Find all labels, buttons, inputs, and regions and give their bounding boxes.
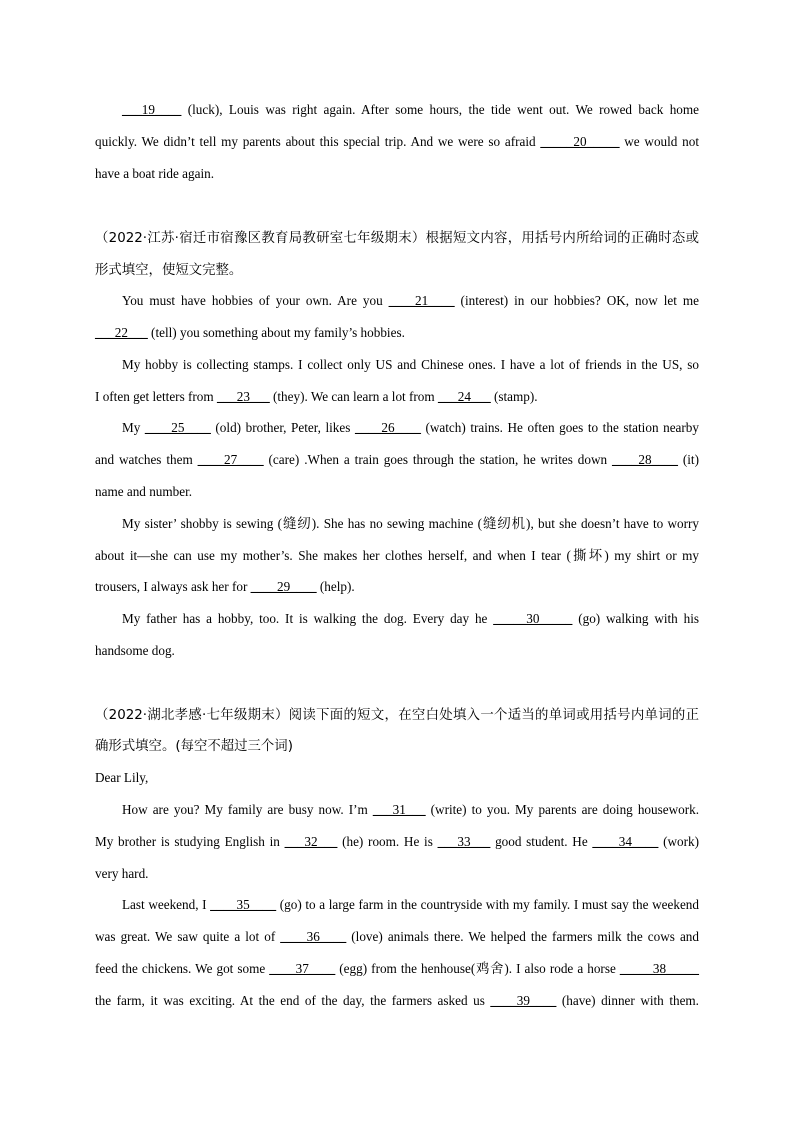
text-segment: ) my shirt or my xyxy=(604,548,699,563)
text-segment: and watches them xyxy=(95,452,198,467)
text-segment: (have) dinner with them. xyxy=(556,993,699,1008)
section-heading xyxy=(95,706,699,726)
text-line xyxy=(95,991,699,1011)
text-segment: (work) xyxy=(658,834,699,849)
cn-text: 撕坏 xyxy=(570,549,605,564)
section-heading xyxy=(95,737,699,757)
text-segment: My father has a hobby, too. It is walking the dog. Every day he xyxy=(122,611,494,626)
text-segment: (they). We can learn a lot from xyxy=(269,389,438,404)
text-segment: feed the chickens. We got some xyxy=(95,961,270,976)
answer-blank: ___24___ xyxy=(437,389,491,404)
text-line xyxy=(95,546,699,566)
text-line xyxy=(122,895,699,915)
text-line xyxy=(95,864,699,884)
cn-text: 形式填空，使短文完整。 xyxy=(95,263,243,278)
answer-blank: ____29____ xyxy=(250,579,317,594)
text-segment: My xyxy=(122,420,145,435)
text-line xyxy=(95,832,699,852)
text-line xyxy=(122,800,699,820)
text-segment: (love) animals there. We helped the farmers milk the cows and xyxy=(346,929,699,944)
answer-blank: ___19____ xyxy=(122,102,182,117)
text-segment: very hard. xyxy=(95,866,149,881)
text-segment: have a boat ride again. xyxy=(95,166,214,181)
text-segment: ), but she doesn’t have to worry xyxy=(526,516,699,531)
answer-blank: ____21____ xyxy=(388,293,455,308)
answer-blank: ___23___ xyxy=(216,389,270,404)
answer-blank: ___22___ xyxy=(95,325,148,340)
text-segment: (luck), Louis was right again. After some hours, the tide went out. We rowed back home xyxy=(181,102,699,117)
text-segment: (watch) trains. He often goes to the station nearby xyxy=(420,420,699,435)
text-segment: (old) brother, Peter, likes xyxy=(210,420,355,435)
text-line xyxy=(95,641,699,661)
text-segment: (care) .When a train goes through the station, he writes down xyxy=(263,452,613,467)
answer-blank: ____36____ xyxy=(280,929,347,944)
cn-text: 鸡舍 xyxy=(475,962,505,977)
answer-blank: ____25____ xyxy=(144,420,211,435)
text-line xyxy=(122,100,699,120)
text-line xyxy=(95,387,699,407)
text-segment: (tell) you something about my family’s hobbies. xyxy=(147,325,405,340)
answer-blank: ____26____ xyxy=(354,420,421,435)
text-segment: My brother is studying English in xyxy=(95,834,285,849)
text-segment: was great. We saw quite a lot of xyxy=(95,929,281,944)
text-segment: Dear Lily, xyxy=(95,770,149,785)
text-line xyxy=(95,482,699,502)
text-segment: I often get letters from xyxy=(95,389,217,404)
text-segment: (go) to a large farm in the countryside with my family. I must say the weekend xyxy=(276,897,699,912)
text-segment: quickly. We didn’t tell my parents about this special trip. And we were so afraid xyxy=(95,134,541,149)
answer-blank: _____30_____ xyxy=(493,611,573,626)
answer-blank: ___33___ xyxy=(437,834,491,849)
text-segment: (write) to you. My parents are doing housework. xyxy=(425,802,699,817)
text-segment: You must have hobbies of your own. Are you xyxy=(122,293,389,308)
text-line xyxy=(95,577,699,597)
cn-text: 缝纫 xyxy=(282,517,312,532)
text-segment: about it—she can use my mother’s. She makes her clothes herself, and when I tear ( xyxy=(95,548,571,563)
text-segment: good student. He xyxy=(490,834,593,849)
text-segment: Last weekend, I xyxy=(122,897,211,912)
answer-blank: ____39____ xyxy=(490,993,557,1008)
answer-blank: ____37____ xyxy=(269,961,336,976)
text-segment: (stamp). xyxy=(490,389,538,404)
answer-blank: ____28____ xyxy=(612,452,678,467)
text-line xyxy=(122,418,699,438)
text-line xyxy=(122,514,699,534)
cn-text: 缝纫机 xyxy=(482,517,527,532)
text-segment: (help). xyxy=(316,579,355,594)
cn-text: 确形式填空。(每空不超过三个词) xyxy=(95,739,293,754)
letter-salutation xyxy=(95,768,699,788)
text-segment: (it) xyxy=(677,452,699,467)
text-segment: ). She has no sewing machine ( xyxy=(311,516,482,531)
text-segment: (interest) in our hobbies? OK, now let me xyxy=(454,293,699,308)
section-heading xyxy=(95,229,699,249)
text-line xyxy=(95,323,699,343)
text-segment: My hobby is collecting stamps. I collect only US and Chinese ones. I have a lot of friends in the US, so xyxy=(122,357,699,372)
text-segment: the farm, it was exciting. At the end of the day, the farmers asked us xyxy=(95,993,491,1008)
text-segment: (go) walking with his xyxy=(572,611,700,626)
text-segment: ). I also rode a horse xyxy=(504,961,620,976)
text-line xyxy=(95,132,699,152)
text-line xyxy=(95,959,699,979)
text-line xyxy=(95,164,699,184)
text-segment: How are you? My family are busy now. I’m xyxy=(122,802,373,817)
text-line xyxy=(122,291,699,311)
text-segment: trousers, I always ask her for xyxy=(95,579,251,594)
answer-blank: ____35____ xyxy=(210,897,277,912)
answer-blank: _____20_____ xyxy=(540,134,620,149)
text-segment: My sister’ shobby is sewing ( xyxy=(122,516,283,531)
text-segment: name and number. xyxy=(95,484,193,499)
cn-text: （2022·江苏·宿迁市宿豫区教育局教研室七年级期末）根据短文内容，用括号内所给词的正确时态或 xyxy=(95,231,699,246)
text-segment: (he) room. He is xyxy=(337,834,438,849)
answer-blank: ___31___ xyxy=(372,802,426,817)
answer-blank: ____27____ xyxy=(197,452,264,467)
text-line xyxy=(122,609,699,629)
text-line xyxy=(95,450,699,470)
text-segment: handsome dog. xyxy=(95,643,175,658)
answer-blank: _____38_____ xyxy=(619,961,699,976)
text-segment: we would not xyxy=(619,134,699,149)
text-line xyxy=(122,355,699,375)
answer-blank: ____34____ xyxy=(592,834,659,849)
text-line xyxy=(95,927,699,947)
section-heading xyxy=(95,261,699,281)
text-segment: (egg) from the henhouse( xyxy=(335,961,476,976)
cn-text: （2022·湖北孝感·七年级期末）阅读下面的短文，在空白处填入一个适当的单词或用括号内单词的正 xyxy=(95,708,699,723)
answer-blank: ___32___ xyxy=(284,834,338,849)
